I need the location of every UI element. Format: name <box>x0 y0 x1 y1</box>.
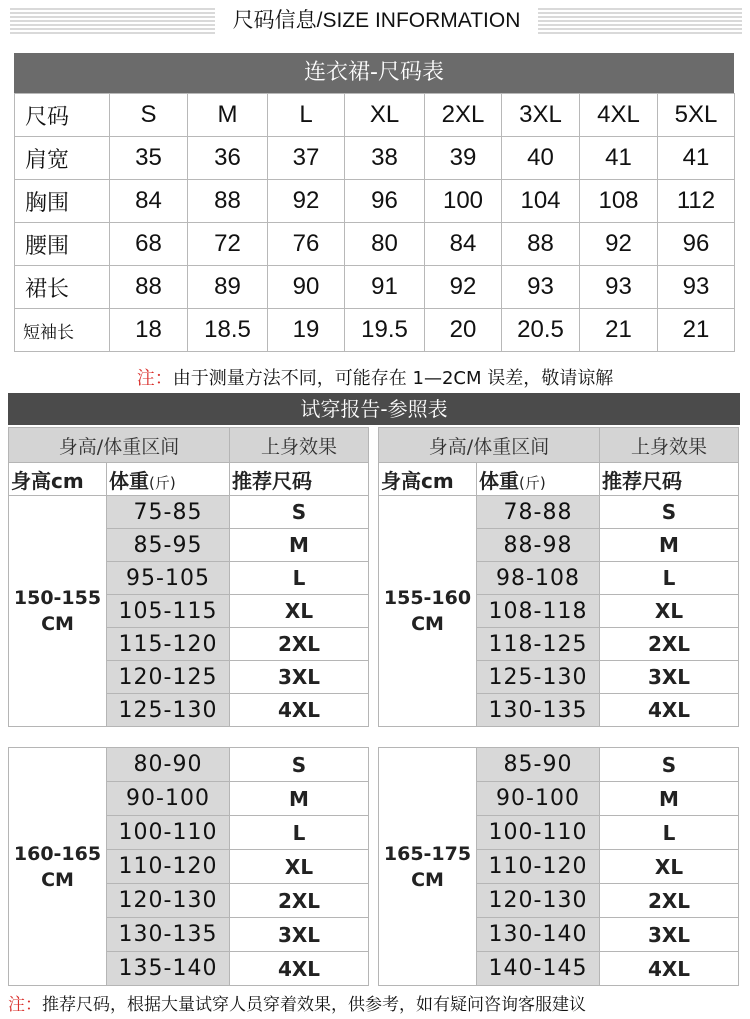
table-cell: 18.5 <box>188 309 268 352</box>
table-cell: 92 <box>580 223 658 266</box>
weight-cell: 130-135 <box>477 694 600 727</box>
weight-cell: 85-90 <box>477 748 600 782</box>
height-range: 160-165 <box>13 842 102 865</box>
table-cell: 108 <box>580 180 658 223</box>
size-corner-cell: 尺码 <box>15 94 110 137</box>
table-cell: 68 <box>110 223 188 266</box>
size-col-header: M <box>188 94 268 137</box>
table-cell: 93 <box>658 266 735 309</box>
weight-cell: 98-108 <box>477 562 600 595</box>
table-cell: 39 <box>425 137 502 180</box>
height-range-cell <box>9 748 107 986</box>
size-cell: 3XL <box>230 918 369 952</box>
header-stripes-left <box>10 8 215 34</box>
size-cell: 4XL <box>230 694 369 727</box>
size-col-header: 推荐尺码 <box>600 463 739 496</box>
size-cell: S <box>600 496 739 529</box>
table-cell: 88 <box>502 223 580 266</box>
table-cell: 96 <box>345 180 425 223</box>
table-cell: 20 <box>425 309 502 352</box>
row-label: 短袖长 <box>15 309 110 352</box>
weight-cell: 130-135 <box>107 918 230 952</box>
weight-cell: 78-88 <box>477 496 600 529</box>
table-cell: 35 <box>110 137 188 180</box>
header-stripes-right <box>538 8 742 34</box>
weight-cell: 115-120 <box>107 628 230 661</box>
size-table-caption: 连衣裙-尺码表 <box>14 53 734 93</box>
height-col-header: 身高cm <box>379 463 477 496</box>
table-cell: 91 <box>345 266 425 309</box>
weight-cell: 125-130 <box>477 661 600 694</box>
table-cell: 84 <box>425 223 502 266</box>
table-cell: 93 <box>580 266 658 309</box>
note-text: 推荐尺码，根据大量试穿人员穿着效果，供参考，如有疑问咨询客服建议 <box>42 995 586 1015</box>
weight-label: 体重 <box>479 468 519 493</box>
weight-cell: 100-110 <box>477 816 600 850</box>
table-row <box>379 496 739 529</box>
size-cell: S <box>230 496 369 529</box>
weight-cell: 90-100 <box>107 782 230 816</box>
measurement-note <box>0 364 750 390</box>
size-table <box>14 93 735 352</box>
size-cell: 4XL <box>600 694 739 727</box>
size-cell: 2XL <box>230 884 369 918</box>
size-cell: M <box>600 782 739 816</box>
size-col-header: 4XL <box>580 94 658 137</box>
effect-header: 上身效果 <box>230 428 369 463</box>
height-unit: CM <box>41 868 74 891</box>
weight-cell: 95-105 <box>107 562 230 595</box>
row-label: 胸围 <box>15 180 110 223</box>
table-cell: 19.5 <box>345 309 425 352</box>
reference-subheader-row <box>9 463 369 496</box>
row-label: 腰围 <box>15 223 110 266</box>
weight-col-header <box>107 463 230 496</box>
weight-cell: 120-125 <box>107 661 230 694</box>
size-cell: L <box>230 562 369 595</box>
table-row <box>15 180 735 223</box>
size-cell: S <box>230 748 369 782</box>
table-cell: 104 <box>502 180 580 223</box>
table-cell: 41 <box>580 137 658 180</box>
height-range-cell <box>9 496 107 727</box>
reference-header-row <box>9 428 369 463</box>
weight-cell: 105-115 <box>107 595 230 628</box>
height-unit: CM <box>411 868 444 891</box>
table-cell: 100 <box>425 180 502 223</box>
height-range: 155-160 <box>383 587 472 609</box>
table-cell: 40 <box>502 137 580 180</box>
weight-cell: 120-130 <box>107 884 230 918</box>
size-col-header: S <box>110 94 188 137</box>
page-title: 尺码信息/SIZE INFORMATION <box>215 4 538 38</box>
table-cell: 19 <box>268 309 345 352</box>
table-row <box>15 309 735 352</box>
reference-block <box>378 747 738 986</box>
size-col-header: 3XL <box>502 94 580 137</box>
range-header: 身高/体重区间 <box>9 428 230 463</box>
size-cell: S <box>600 748 739 782</box>
height-range-cell <box>379 496 477 727</box>
table-cell: 72 <box>188 223 268 266</box>
weight-cell: 75-85 <box>107 496 230 529</box>
table-cell: 38 <box>345 137 425 180</box>
reference-header-row <box>379 428 739 463</box>
table-cell: 88 <box>110 266 188 309</box>
weight-cell: 135-140 <box>107 952 230 986</box>
weight-cell: 140-145 <box>477 952 600 986</box>
height-unit: CM <box>411 613 444 635</box>
reference-block <box>8 427 368 727</box>
size-cell: XL <box>600 850 739 884</box>
weight-label: 体重 <box>109 468 149 493</box>
table-row <box>15 266 735 309</box>
size-cell: 3XL <box>230 661 369 694</box>
size-cell: 2XL <box>600 884 739 918</box>
size-header-row <box>15 94 735 137</box>
table-cell: 20.5 <box>502 309 580 352</box>
height-range: 150-155 <box>13 587 102 609</box>
table-cell: 36 <box>188 137 268 180</box>
size-cell: 2XL <box>600 628 739 661</box>
table-cell: 76 <box>268 223 345 266</box>
weight-cell: 108-118 <box>477 595 600 628</box>
height-range-cell <box>379 748 477 986</box>
size-cell: L <box>600 816 739 850</box>
height-col-header: 身高cm <box>9 463 107 496</box>
reference-subheader-row <box>379 463 739 496</box>
weight-cell: 90-100 <box>477 782 600 816</box>
table-row <box>379 748 739 782</box>
size-cell: 3XL <box>600 918 739 952</box>
range-header: 身高/体重区间 <box>379 428 600 463</box>
height-range: 165-175 <box>383 842 472 865</box>
table-row <box>15 223 735 266</box>
table-cell: 84 <box>110 180 188 223</box>
table-cell: 88 <box>188 180 268 223</box>
weight-cell: 120-130 <box>477 884 600 918</box>
size-col-header: 2XL <box>425 94 502 137</box>
weight-col-header <box>477 463 600 496</box>
size-cell: 3XL <box>600 661 739 694</box>
reference-table-caption: 试穿报告-参照表 <box>8 393 740 425</box>
table-cell: 21 <box>658 309 735 352</box>
size-col-header: XL <box>345 94 425 137</box>
row-label: 裙长 <box>15 266 110 309</box>
height-unit: CM <box>41 613 74 635</box>
weight-cell: 85-95 <box>107 529 230 562</box>
size-cell: 2XL <box>230 628 369 661</box>
table-cell: 37 <box>268 137 345 180</box>
weight-cell: 88-98 <box>477 529 600 562</box>
size-col-header: 5XL <box>658 94 735 137</box>
size-cell: 4XL <box>230 952 369 986</box>
reference-block <box>378 427 738 727</box>
page-header <box>0 0 750 42</box>
size-cell: L <box>230 816 369 850</box>
weight-cell: 80-90 <box>107 748 230 782</box>
table-cell: 21 <box>580 309 658 352</box>
table-row <box>9 748 369 782</box>
size-cell: M <box>230 782 369 816</box>
table-cell: 80 <box>345 223 425 266</box>
weight-unit: (斤) <box>149 473 176 492</box>
table-cell: 90 <box>268 266 345 309</box>
weight-cell: 125-130 <box>107 694 230 727</box>
table-cell: 41 <box>658 137 735 180</box>
weight-cell: 118-125 <box>477 628 600 661</box>
note-text: 由于测量方法不同，可能存在 1—2CM 误差，敬请谅解 <box>172 368 614 389</box>
weight-cell: 130-140 <box>477 918 600 952</box>
note-prefix: 注： <box>136 368 173 389</box>
size-cell: 4XL <box>600 952 739 986</box>
size-cell: XL <box>230 595 369 628</box>
size-cell: M <box>600 529 739 562</box>
size-col-header: L <box>268 94 345 137</box>
table-cell: 93 <box>502 266 580 309</box>
weight-cell: 100-110 <box>107 816 230 850</box>
weight-cell: 110-120 <box>477 850 600 884</box>
effect-header: 上身效果 <box>600 428 739 463</box>
reference-block <box>8 747 368 986</box>
size-cell: XL <box>600 595 739 628</box>
row-label: 肩宽 <box>15 137 110 180</box>
table-cell: 89 <box>188 266 268 309</box>
weight-unit: (斤) <box>519 473 546 492</box>
table-cell: 92 <box>425 266 502 309</box>
size-col-header: 推荐尺码 <box>230 463 369 496</box>
size-cell: M <box>230 529 369 562</box>
size-cell: XL <box>230 850 369 884</box>
recommendation-note <box>8 990 748 1015</box>
table-cell: 112 <box>658 180 735 223</box>
table-row <box>9 496 369 529</box>
table-cell: 18 <box>110 309 188 352</box>
weight-cell: 110-120 <box>107 850 230 884</box>
table-cell: 92 <box>268 180 345 223</box>
size-cell: L <box>600 562 739 595</box>
table-cell: 96 <box>658 223 735 266</box>
table-row <box>15 137 735 180</box>
note-prefix: 注： <box>8 995 42 1015</box>
